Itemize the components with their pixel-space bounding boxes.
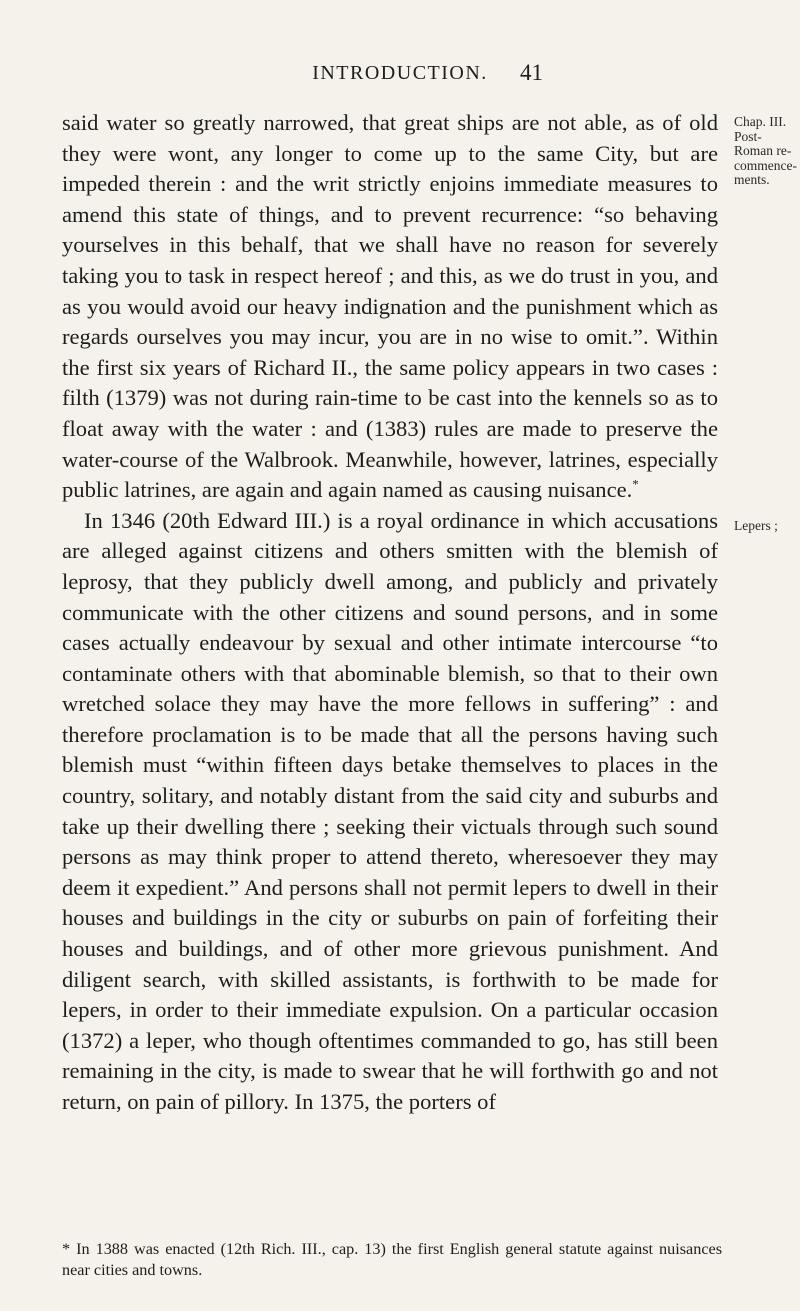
paragraph-1 bbox=[62, 108, 718, 506]
footnote-marker: * bbox=[632, 476, 639, 492]
margin-note-chap-label: Chap. III. bbox=[734, 114, 787, 129]
margin-note-chapter bbox=[734, 115, 800, 188]
page-header bbox=[0, 62, 800, 92]
footnote: * In 1388 was enacted (12th Rich. III., cap. 13) the first English general statute against nuisances near cities and towns. bbox=[62, 1240, 722, 1279]
paragraph-1-text: said water so greatly narrowed, that great ships are not able, as of old they were wont, any longer to come up to the same City, but are impeded therein : and the writ strictly enjoins immediate measures to amend this state of things, and to prevent recurrence: “so behaving yourselves in this behalf, that we shall have no reason for severely taking you to task in respect hereof ; and this, as we do trust in you, and as you would avoid our heavy indignation and the punishment which as regards ourselves you may incur, you are in no wise to omit.”. Within the first six years of Richard II., the same policy appears in two cases : filth (1379) was not during rain-time to be cast into the kennels so as to float away with the water : and (1383) rules are made to preserve the water-course of the Walbrook. Meanwhile, however, latrines, especially public latrines, are again and again named as causing nuisance. bbox=[62, 110, 718, 503]
running-title: INTRODUCTION. bbox=[312, 62, 488, 84]
margin-note-lepers: Lepers ; bbox=[734, 518, 778, 533]
paragraph-2: In 1346 (20th Edward III.) is a royal ordinance in which accusations are alleged against citizens and others smitten with the blemish of leprosy, that they publicly dwell among, and publicly and privately communicate with the other citizens and sound persons, and in some cases actually endeavour by sexual and other intimate intercourse “to contaminate others with that abominable blemish, so that to their own wretched solace they may have the more fellows in suffering” : and therefore proclamation is to be made that all the persons having such blemish must “within fifteen days betake themselves to places in the country, solitary, and notably distant from the said city and suburbs and take up their dwelling there ; seeking their victuals through such sound persons as may think proper to attend thereto, wheresoever they may deem it expedient.” And persons shall not permit lepers to dwell in their houses and buildings in the city or suburbs on pain of forfeiting their houses and buildings, and of other more grievous punishment. And diligent search, with skilled assistants, is forthwith to be made for lepers, in order to their immediate expulsion. On a particular occasion (1372) a leper, who though oftentimes commanded to go, has still been remaining in the city, is made to swear that he will forthwith go and not return, on pain of pillory. In 1375, the porters of bbox=[62, 507, 718, 1114]
page-number: 41 bbox=[520, 60, 543, 85]
margin-note-topic: Post-Roman re-commence-ments. bbox=[734, 128, 797, 187]
body-text bbox=[62, 108, 718, 1118]
